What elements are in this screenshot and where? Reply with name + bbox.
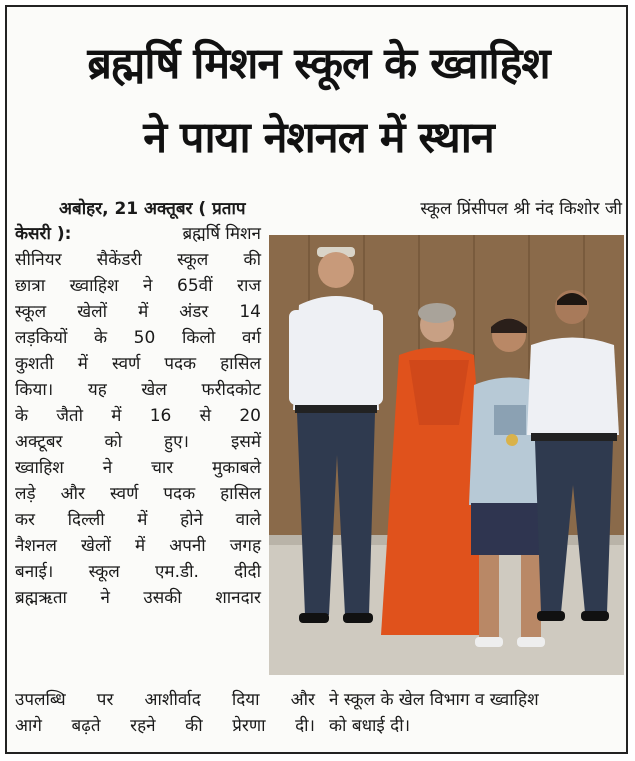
article-right-top: स्कूल प्रिंसीपल श्री नंद किशोर जी: [420, 199, 622, 219]
article-line: आगे बढ़ते रहने की प्रेरणा दी।: [15, 716, 315, 736]
article-line: छात्रा ख्वाहिश ने 65वीं राज: [15, 276, 261, 296]
article-line: सीनियर सैकेंडरी स्कूल की: [15, 250, 261, 270]
news-photo: [269, 235, 624, 675]
article-right-bottom: ने स्कूल के खेल विभाग व ख्वाहिश: [329, 690, 539, 710]
article-line: के जैतो में 16 से 20: [15, 406, 261, 426]
news-clipping: [5, 5, 628, 754]
article-line: कुशती में स्वर्ण पदक हासिल: [15, 354, 261, 374]
dateline: अबोहर, 21 अक्तूबर ( प्रताप: [59, 199, 246, 219]
article-line: ख्वाहिश ने चार मुकाबले: [15, 458, 261, 478]
photo-illustration: [269, 235, 624, 675]
article-line: बनाई। स्कूल एम.डी. दीदी: [15, 562, 261, 582]
article-line: किया। यह खेल फरीदकोट: [15, 380, 261, 400]
article-line: लड़कियों के 50 किलो वर्ग: [15, 328, 261, 348]
article-line: ब्रह्मर्षि मिशन: [182, 224, 261, 244]
article-line: लड़े और स्वर्ण पदक हासिल: [15, 484, 261, 504]
article-line: उपलब्धि पर आशीर्वाद दिया और: [15, 690, 315, 710]
article-line: ब्रह्मऋता ने उसकी शानदार: [15, 588, 261, 608]
headline-line-1: ब्रह्मर्षि मिशन स्कूल के ख्वाहिश: [87, 39, 550, 89]
article-line: स्कूल खेलों में अंडर 14: [15, 302, 261, 322]
dateline-source: केसरी ):: [15, 224, 72, 244]
article-right-bottom: को बधाई दी।: [329, 716, 411, 736]
headline-line-2: ने पाया नेशनल में स्थान: [143, 113, 494, 163]
article-line: अक्टूबर को हुए। इसमें: [15, 432, 261, 452]
article-line: कर दिल्ली में होने वाले: [15, 510, 261, 530]
article-line: नैशनल खेलों में अपनी जगह: [15, 536, 261, 556]
